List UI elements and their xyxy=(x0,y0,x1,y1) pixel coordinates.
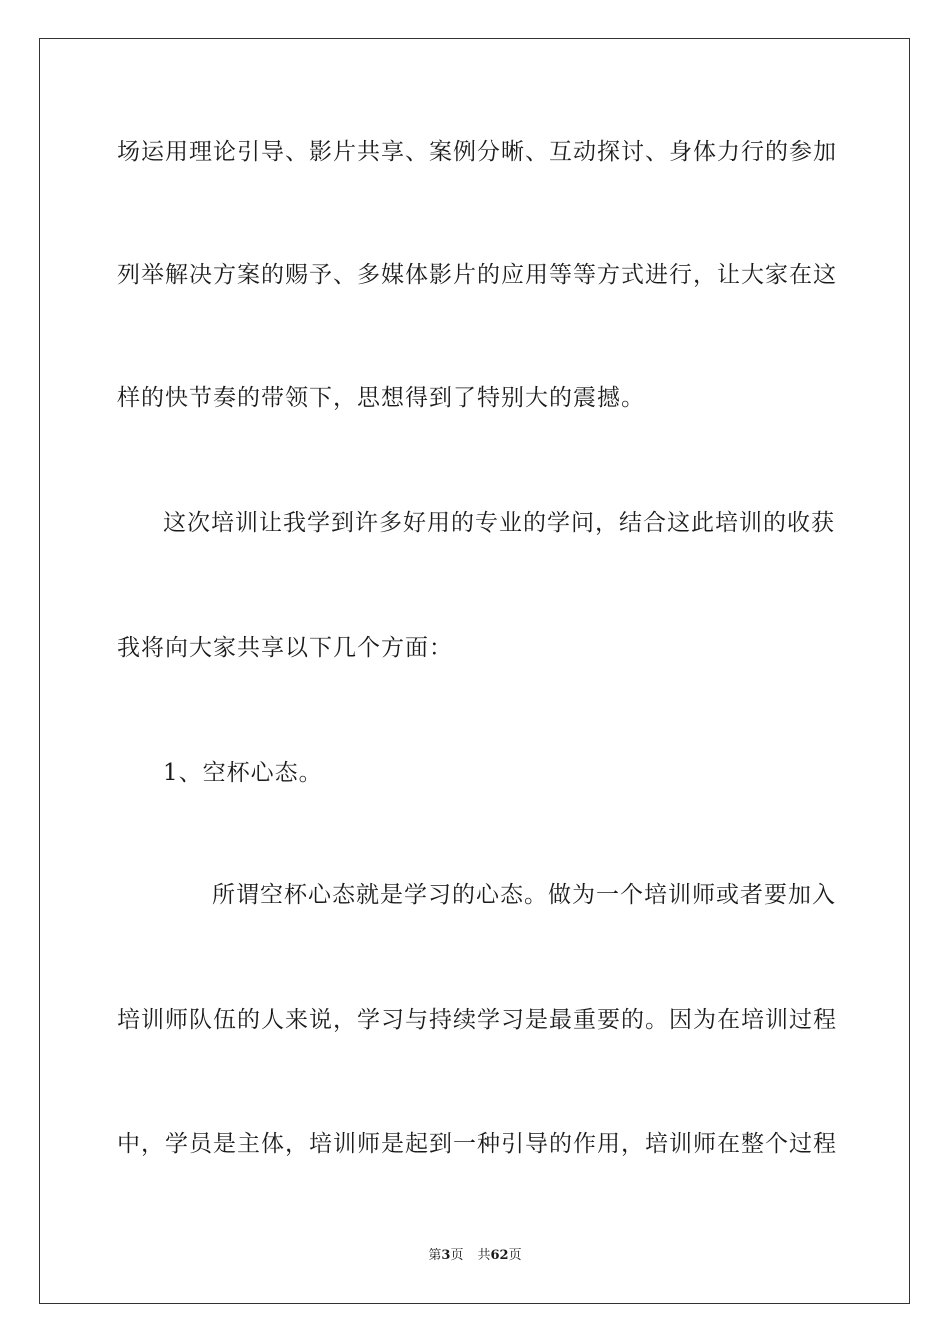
body-text-line-1: 场运用理论引导、影片共享、案例分晰、互动探讨、身体力行的参加 xyxy=(117,139,837,165)
body-text-line-7: 所谓空杯心态就是学习的心态。做为一个培训师或者要加入 xyxy=(212,882,836,908)
body-text-line-9: 中，学员是主体，培训师是起到一种引导的作用，培训师在整个过程 xyxy=(117,1131,837,1157)
list-heading-empty-cup: 1、空杯心态。 xyxy=(163,760,323,786)
body-text-line-5: 我将向大家共享以下几个方面： xyxy=(117,635,453,661)
page-border xyxy=(39,38,910,1304)
page-prefix: 第 xyxy=(428,1248,442,1263)
body-text-line-3: 样的快节奏的带领下，思想得到了特别大的震撼。 xyxy=(117,385,645,411)
body-text-line-8: 培训师队伍的人来说，学习与持续学习是最重要的。因为在培训过程 xyxy=(117,1007,837,1033)
total-suffix: 页 xyxy=(508,1248,522,1263)
page-footer xyxy=(0,1246,950,1266)
page-suffix: 页 xyxy=(450,1248,464,1263)
total-prefix: 共 xyxy=(477,1248,491,1263)
body-text-line-4: 这次培训让我学到许多好用的专业的学问，结合这此培训的收获 xyxy=(163,510,835,536)
body-text-line-2: 列举解决方案的赐予、多媒体影片的应用等等方式进行，让大家在这 xyxy=(117,262,837,288)
page-number: 3 xyxy=(441,1248,451,1263)
total-pages: 62 xyxy=(490,1248,509,1263)
